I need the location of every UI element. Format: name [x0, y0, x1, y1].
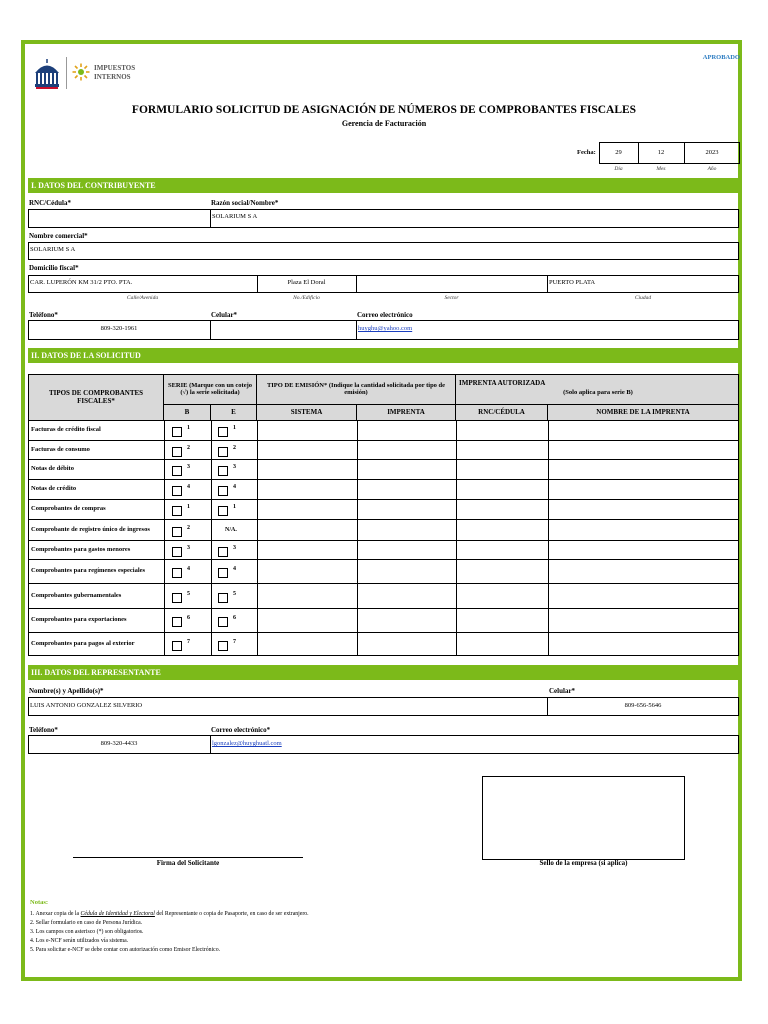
cantidad-sistema-cell[interactable] [258, 520, 357, 541]
cantidad-sistema-cell[interactable] [258, 500, 357, 520]
table-row [28, 633, 739, 656]
note-1-link[interactable]: Cédula de Identidad y Electoral [80, 911, 155, 917]
imprenta-rnc-cell[interactable] [457, 421, 548, 441]
rnc-razon-box [28, 209, 739, 228]
cantidad-imprenta-cell[interactable] [358, 584, 456, 609]
imprenta-nombre-cell[interactable] [549, 421, 739, 441]
row-label: Notas de débito [31, 465, 74, 472]
calle-caption: Calle/Avenida [126, 295, 159, 301]
section-contribuyente-header: I. DATOS DEL CONTRIBUYENTE [28, 178, 739, 193]
rep-telefono-label: Teléfono* [29, 726, 58, 734]
serie-e-checkbox[interactable] [218, 447, 228, 457]
serie-b-checkbox[interactable] [172, 447, 182, 457]
serie-e-number: 1 [233, 425, 236, 431]
fecha-month[interactable]: 12 [657, 149, 665, 156]
imprenta-title: IMPRENTA AUTORIZADA [459, 379, 546, 387]
note-4: 4. Los e-NCF serán utilizados vía sistema. [30, 938, 129, 944]
row-label: Comprobantes para pagos al exterior [31, 639, 135, 647]
impuestos-internos-sun-icon [72, 63, 90, 81]
serie-b-checkbox[interactable] [172, 547, 182, 557]
col-emision-header: TIPO DE EMISIÓN* (Indique la cantidad solicitada por tipo de emisión) [256, 374, 456, 405]
serie-b-checkbox[interactable] [172, 486, 182, 496]
cantidad-sistema-cell[interactable] [258, 584, 357, 609]
imprenta-nombre-cell[interactable] [549, 541, 739, 560]
note-1 [30, 911, 309, 917]
serie-b-checkbox[interactable] [172, 427, 182, 437]
serie-b-number: 4 [187, 484, 190, 490]
row-label: Comprobantes para exportaciones [31, 616, 127, 623]
logo-text-line2: INTERNOS [94, 73, 131, 81]
imprenta-rnc-cell[interactable] [457, 460, 548, 480]
table-row [28, 421, 739, 441]
serie-b-checkbox[interactable] [172, 641, 182, 651]
correo-field[interactable]: huyghu@yahoo.com [358, 325, 413, 332]
domicilio-label: Domicilio fiscal* [29, 264, 79, 272]
imprenta-nombre-cell[interactable] [549, 500, 739, 520]
sub-e-header: E [210, 404, 257, 421]
serie-e-number: 4 [233, 484, 236, 490]
rep-celular-label: Celular* [549, 687, 576, 695]
cantidad-sistema-cell[interactable] [258, 560, 357, 584]
note-5: 5. Para solicitar e-NCF se debe contar con autorización como Emisor Electrónico. [30, 947, 221, 953]
razon-social-field[interactable]: SOLARIUM S A [212, 213, 258, 220]
rep-correo-field[interactable]: lgonzalez@huyghuatl.com [212, 740, 282, 747]
serie-b-checkbox[interactable] [172, 466, 182, 476]
col-serie-header: SERIE (Marque con un cotejo (√) la serie solicitada) [163, 374, 257, 405]
serie-b-number: 6 [187, 615, 190, 621]
serie-e-checkbox[interactable] [218, 427, 228, 437]
serie-b-checkbox[interactable] [172, 568, 182, 578]
serie-e-checkbox[interactable] [218, 466, 228, 476]
imprenta-nombre-cell[interactable] [549, 633, 739, 656]
cantidad-imprenta-cell[interactable] [358, 520, 456, 541]
ciudad-field[interactable]: PUERTO PLATA [549, 279, 596, 286]
imprenta-rnc-cell[interactable] [457, 541, 548, 560]
logo-text-line1: IMPUESTOS [94, 64, 136, 72]
serie-e-number: 4 [233, 566, 236, 572]
serie-b-number: 1 [187, 425, 190, 431]
row-label: Comprobante de registro único de ingresos [31, 525, 150, 533]
table-row [28, 609, 739, 633]
serie-e-checkbox[interactable] [218, 568, 228, 578]
sello-box[interactable] [482, 776, 685, 860]
section-solicitud-header: II. DATOS DE LA SOLICITUD [28, 348, 739, 363]
sub-nombre-imprenta-header: NOMBRE DE LA IMPRENTA [547, 404, 739, 421]
fecha-month-caption: Mes [656, 166, 666, 172]
telefono-field[interactable]: 809-320-1961 [100, 325, 138, 332]
firma-line [73, 857, 303, 858]
row-label: Facturas de consumo [31, 445, 90, 453]
fecha-day[interactable]: 29 [615, 149, 622, 156]
table-row [28, 520, 739, 541]
status-label: APROBADO [702, 54, 740, 61]
government-building-icon [32, 57, 62, 89]
imprenta-rnc-cell[interactable] [457, 441, 548, 460]
domicilio-box [28, 275, 739, 293]
correo-label: Correo electrónico [357, 311, 413, 319]
serie-e-number: 2 [233, 444, 236, 451]
note-1-text-b: del Representante o copia de Pasaporte, en caso de ser extranjero. [154, 911, 309, 917]
imprenta-rnc-cell[interactable] [457, 584, 548, 609]
rep-telefono-field[interactable]: 809-320-4433 [100, 740, 138, 747]
cantidad-sistema-cell[interactable] [258, 441, 357, 460]
note-1-text-a: 1. Anexar copia de la [30, 911, 81, 917]
table-row [28, 441, 739, 460]
serie-b-checkbox[interactable] [172, 506, 182, 516]
cantidad-imprenta-cell[interactable] [358, 609, 456, 633]
telefono-label: Teléfono* [29, 311, 58, 319]
cantidad-imprenta-cell[interactable] [358, 460, 456, 480]
sector-caption: Sector [444, 295, 459, 301]
serie-e-checkbox[interactable] [218, 486, 228, 496]
logo-divider [66, 57, 67, 89]
imprenta-nombre-cell[interactable] [549, 460, 739, 480]
serie-e-checkbox[interactable] [218, 617, 228, 627]
sello-label: Sello de la empresa (si aplica) [539, 859, 628, 867]
cantidad-sistema-cell[interactable] [258, 541, 357, 560]
imprenta-rnc-cell[interactable] [457, 609, 548, 633]
imprenta-nombre-cell[interactable] [549, 584, 739, 609]
serie-b-checkbox[interactable] [172, 617, 182, 627]
logo [32, 55, 152, 91]
cantidad-sistema-cell[interactable] [258, 460, 357, 480]
row-label: Comprobantes de compras [31, 505, 106, 512]
calle-field[interactable]: CAR. LUPERÓN KM 31/2 PTO. PTA. [30, 279, 133, 286]
fecha-day-caption: Día [614, 166, 623, 172]
imprenta-nombre-cell[interactable] [549, 441, 739, 460]
cantidad-imprenta-cell[interactable] [358, 441, 456, 460]
row-label: Comprobantes gubernamentales [31, 591, 122, 599]
serie-b-number: 1 [187, 504, 190, 510]
serie-e-checkbox[interactable] [218, 506, 228, 516]
fecha-label: Fecha: [577, 149, 596, 156]
fecha-year-caption: Año [707, 166, 717, 172]
sub-sistema-header: SISTEMA [256, 404, 357, 421]
rep-correo-label: Correo electrónico* [211, 726, 271, 734]
cantidad-sistema-cell[interactable] [258, 480, 357, 500]
table-row [28, 460, 739, 480]
imprenta-nombre-cell[interactable] [549, 520, 739, 541]
table-row [28, 541, 739, 560]
serie-e-number: 7 [233, 638, 236, 645]
serie-b-number: 2 [187, 524, 190, 531]
cantidad-sistema-cell[interactable] [258, 609, 357, 633]
numero-caption: No./Edificio [293, 295, 320, 301]
section-representante-header: III. DATOS DEL REPRESENTANTE [28, 665, 739, 680]
serie-b-checkbox[interactable] [172, 527, 182, 537]
row-label: Comprobantes para regímenes especiales [31, 567, 146, 574]
serie-b-number: 5 [187, 590, 190, 597]
imprenta-rnc-cell[interactable] [457, 560, 548, 584]
serie-e-number: 1 [233, 504, 236, 510]
celular-label: Celular* [211, 311, 238, 319]
rep-celular-field[interactable]: 809-656-5646 [624, 702, 662, 709]
imprenta-rnc-cell[interactable] [457, 480, 548, 500]
serie-b-checkbox[interactable] [172, 593, 182, 603]
razon-social-label: Razón social/Nombre* [211, 199, 279, 207]
serie-e-na: N/A. [225, 526, 237, 533]
serie-e-number: 6 [233, 615, 236, 621]
page-title: FORMULARIO SOLICITUD DE ASIGNACIÓN DE NÚMEROS DE COMPROBANTES FISCALES [131, 104, 637, 116]
cantidad-imprenta-cell[interactable] [358, 500, 456, 520]
sub-b-header: B [163, 404, 211, 421]
imprenta-rnc-cell[interactable] [457, 500, 548, 520]
table-row [28, 584, 739, 609]
page-subtitle: Gerencia de Facturación [341, 119, 427, 128]
nombre-comercial-box [28, 242, 739, 260]
cantidad-imprenta-cell[interactable] [358, 560, 456, 584]
table-row [28, 560, 739, 584]
numero-field[interactable]: Plaza El Doral [287, 279, 326, 286]
serie-b-number: 3 [187, 544, 190, 551]
nombre-comercial-field[interactable]: SOLARIUM S A [30, 246, 76, 253]
row-label: Comprobantes para gastos menores [31, 545, 131, 553]
imprenta-nombre-cell[interactable] [549, 609, 739, 633]
serie-e-checkbox[interactable] [218, 593, 228, 603]
serie-b-number: 7 [187, 638, 190, 645]
rep-nombre-label: Nombre(s) y Apellido(s)* [29, 687, 104, 695]
imprenta-rnc-cell[interactable] [457, 520, 548, 541]
row-label: Notas de crédito [31, 485, 77, 492]
serie-b-number: 4 [187, 566, 190, 572]
row-label: Facturas de crédito fiscal [31, 426, 101, 433]
cantidad-imprenta-cell[interactable] [358, 633, 456, 656]
serie-e-checkbox[interactable] [218, 547, 228, 557]
serie-b-number: 3 [187, 464, 190, 470]
serie-e-number: 5 [233, 590, 236, 597]
note-2: 2. Sellar formulario en caso de Persona Jurídica. [30, 920, 143, 926]
firma-label: Firma del Solicitante [156, 859, 220, 867]
fecha-year[interactable]: 2023 [705, 149, 719, 156]
cantidad-imprenta-cell[interactable] [358, 480, 456, 500]
nombre-comercial-label: Nombre comercial* [29, 232, 88, 240]
ciudad-caption: Ciudad [634, 295, 652, 301]
imprenta-nombre-cell[interactable] [549, 560, 739, 584]
col-imprenta-header [455, 374, 739, 405]
rep-nombre-field[interactable]: LUIS ANTONIO GONZALEZ SILVERIO [30, 702, 143, 709]
table-row [28, 480, 739, 500]
cantidad-imprenta-cell[interactable] [358, 421, 456, 441]
serie-b-number: 2 [187, 444, 190, 451]
notes-title: Notas: [30, 899, 49, 906]
cantidad-sistema-cell[interactable] [258, 633, 357, 656]
col-tipos-header: TIPOS DE COMPROBANTES FISCALES* [28, 374, 164, 421]
rnc-label: RNC/Cédula* [29, 199, 72, 207]
sub-rnc-header: RNC/CÉDULA [455, 404, 548, 421]
imprenta-note: (Solo aplica para serie B) [563, 389, 633, 396]
serie-e-number: 3 [233, 464, 236, 470]
note-3: 3. Los campos con asterisco (*) son obligatorios. [30, 929, 144, 935]
sub-imprenta-header: IMPRENTA [356, 404, 456, 421]
table-row [28, 500, 739, 520]
cantidad-sistema-cell[interactable] [258, 421, 357, 441]
serie-e-checkbox[interactable] [218, 641, 228, 651]
imprenta-rnc-cell[interactable] [457, 633, 548, 656]
cantidad-imprenta-cell[interactable] [358, 541, 456, 560]
serie-e-number: 3 [233, 544, 236, 551]
imprenta-nombre-cell[interactable] [549, 480, 739, 500]
